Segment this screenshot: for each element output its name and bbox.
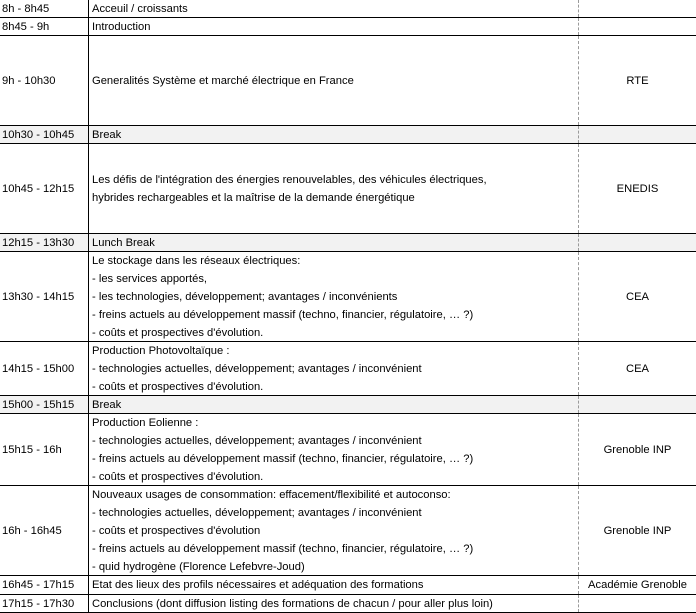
- table-row: [0, 414, 696, 486]
- organization-cell: CEA: [578, 252, 696, 341]
- content-line: hybrides rechargeables et la maîtrise de la demande énergétique: [92, 191, 415, 204]
- organization-cell: Grenoble INP: [578, 414, 696, 485]
- table-row: [0, 342, 696, 396]
- table-row: [0, 576, 696, 595]
- organization-cell: CEA: [578, 342, 696, 395]
- organization-cell: [578, 595, 696, 612]
- content-line: Break: [92, 398, 122, 411]
- content-line: - technologies actuelles, développement; avantages / inconvénient: [92, 506, 422, 519]
- table-row: [0, 0, 696, 18]
- content-line: - freins actuels au développement massif (techno, financier, régulatoire, … ?): [92, 542, 474, 555]
- table-row: [0, 144, 696, 234]
- content-line: - les technologies, développement; avantages / inconvénients: [92, 290, 398, 303]
- content-cell: [88, 144, 578, 233]
- content-cell: [88, 595, 578, 612]
- time-cell: 8h - 8h45: [2, 2, 50, 15]
- content-line: - coûts et prospectives d'évolution.: [92, 380, 264, 393]
- content-cell: [88, 486, 578, 575]
- content-cell: [88, 36, 578, 125]
- content-line: - les services apportés,: [92, 272, 208, 285]
- time-cell: 8h45 - 9h: [2, 20, 50, 33]
- content-line: - coûts et prospectives d'évolution: [92, 524, 261, 537]
- table-row: [0, 486, 696, 576]
- organization-cell: Grenoble INP: [578, 486, 696, 575]
- content-line: - freins actuels au développement massif (techno, financier, régulatoire, … ?): [92, 308, 474, 321]
- time-cell: 15h00 - 15h15: [2, 398, 75, 411]
- time-cell: 15h15 - 16h: [2, 443, 62, 456]
- table-row: [0, 18, 696, 36]
- organization-cell: Académie Grenoble: [578, 576, 696, 594]
- organization-cell: [578, 396, 696, 413]
- organization-cell: RTE: [578, 36, 696, 125]
- content-cell: [88, 414, 578, 485]
- content-line: Le stockage dans les réseaux électriques:: [92, 254, 301, 267]
- content-line: - quid hydrogène (Florence Lefebvre-Joud): [92, 560, 305, 573]
- content-line: Introduction: [92, 20, 151, 33]
- table-row: [0, 234, 696, 252]
- content-line: - technologies actuelles, développement; avantages / inconvénient: [92, 434, 422, 447]
- content-cell: [88, 576, 578, 594]
- content-cell: [88, 396, 578, 413]
- organization-cell: [578, 126, 696, 143]
- table-row: [0, 252, 696, 342]
- time-cell: 12h15 - 13h30: [2, 236, 75, 249]
- content-line: - coûts et prospectives d'évolution.: [92, 326, 264, 339]
- content-line: - technologies actuelles, développement; avantages / inconvénient: [92, 362, 422, 375]
- time-cell: 13h30 - 14h15: [2, 290, 75, 303]
- table-row: [0, 126, 696, 144]
- time-cell: 17h15 - 17h30: [2, 597, 75, 610]
- table-row: [0, 36, 696, 126]
- table-row: [0, 595, 696, 613]
- content-line: - coûts et prospectives d'évolution.: [92, 470, 264, 483]
- content-line: Break: [92, 128, 122, 141]
- content-cell: [88, 342, 578, 395]
- content-line: Lunch Break: [92, 236, 155, 249]
- time-cell: 10h30 - 10h45: [2, 128, 75, 141]
- content-cell: [88, 18, 578, 35]
- time-cell: 9h - 10h30: [2, 74, 56, 87]
- time-cell: 14h15 - 15h00: [2, 362, 75, 375]
- content-line: Production Photovoltaïque :: [92, 344, 230, 357]
- content-line: - freins actuels au développement massif (techno, financier, régulatoire, … ?): [92, 452, 474, 465]
- content-line: Etat des lieux des profils nécessaires et adéquation des formations: [92, 579, 424, 591]
- time-cell: 10h45 - 12h15: [2, 182, 75, 195]
- content-line: Acceuil / croissants: [92, 2, 188, 15]
- organization-cell: ENEDIS: [578, 144, 696, 233]
- content-cell: [88, 234, 578, 251]
- content-line: Generalités Système et marché électrique en France: [92, 74, 354, 87]
- organization-cell: [578, 18, 696, 35]
- organization-cell: [578, 234, 696, 251]
- content-line: Production Eolienne :: [92, 416, 199, 429]
- organization-cell: [578, 0, 696, 17]
- time-cell: 16h - 16h45: [2, 524, 62, 537]
- content-cell: [88, 0, 578, 17]
- content-cell: [88, 252, 578, 341]
- content-line: Conclusions (dont diffusion listing des formations de chacun / pour aller plus loin): [92, 597, 493, 610]
- time-cell: 16h45 - 17h15: [2, 579, 75, 591]
- content-line: Les défis de l'intégration des énergies renouvelables, des véhicules électriques,: [92, 173, 487, 186]
- content-cell: [88, 126, 578, 143]
- table-row: [0, 396, 696, 414]
- content-line: Nouveaux usages de consommation: effacement/flexibilité et autoconso:: [92, 488, 451, 501]
